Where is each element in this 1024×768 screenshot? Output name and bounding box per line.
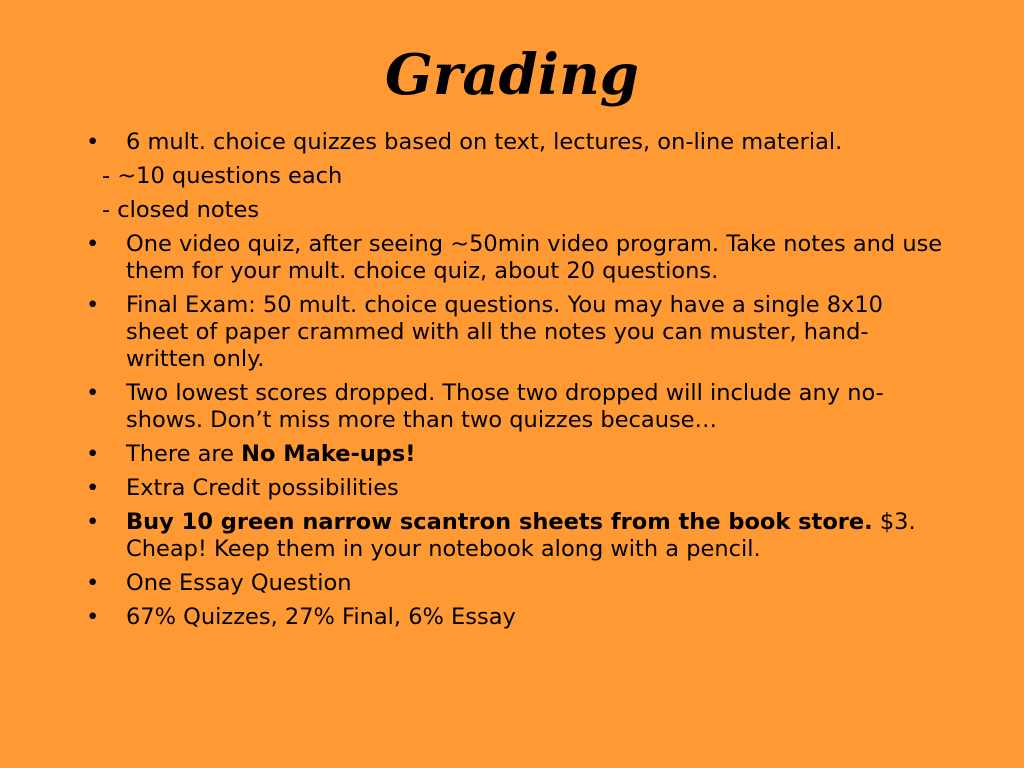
list-item-text: One Essay Question [126, 570, 352, 596]
list-item [86, 509, 946, 563]
list-item [86, 570, 946, 597]
bullet-icon: • [86, 509, 100, 535]
bullet-icon: • [86, 570, 100, 596]
sub-list-item: - closed notes [102, 197, 260, 223]
list-item-text: Extra Credit possibilities [126, 475, 399, 501]
list-item-plain-text: There are [126, 441, 242, 467]
bullet-icon: • [86, 292, 100, 318]
list-item [86, 231, 946, 285]
slide-title: Grading [385, 42, 639, 108]
sub-list-item: - ~10 questions each [102, 163, 343, 189]
list-item-plain-text: $3. Cheap! Keep them in your notebook along with a pencil. [126, 509, 916, 562]
list-item-emphasis: Buy 10 green narrow scantron sheets from the book store. [126, 509, 873, 535]
list-item-text: Two lowest scores dropped. Those two dropped will include any no-shows. Don’t miss more than two quizzes because… [126, 380, 884, 433]
list-item-text [126, 509, 916, 562]
list-item [86, 380, 946, 434]
bullet-icon: • [86, 231, 100, 257]
bullet-icon: • [86, 475, 100, 501]
list-item-text [126, 441, 416, 467]
bullet-list [86, 129, 946, 638]
list-item [86, 292, 946, 373]
list-item [86, 475, 946, 502]
list-item [86, 441, 946, 468]
list-item-text: 6 mult. choice quizzes based on text, lectures, on-line material. [126, 129, 843, 155]
bullet-icon: • [86, 604, 100, 630]
list-item [86, 604, 946, 631]
bullet-icon: • [86, 441, 100, 467]
bullet-icon: • [86, 129, 100, 155]
list-item-emphasis: No Make-ups! [241, 441, 416, 467]
list-item-text: Final Exam: 50 mult. choice questions. You may have a single 8x10 sheet of paper crammed with all the notes you can muster, hand-written only. [126, 292, 883, 372]
list-item [86, 129, 946, 156]
list-item-text: 67% Quizzes, 27% Final, 6% Essay [126, 604, 516, 630]
bullet-icon: • [86, 380, 100, 406]
list-item-text: One video quiz, after seeing ~50min video program. Take notes and use them for your mult. choice quiz, about 20 questions. [126, 231, 943, 284]
